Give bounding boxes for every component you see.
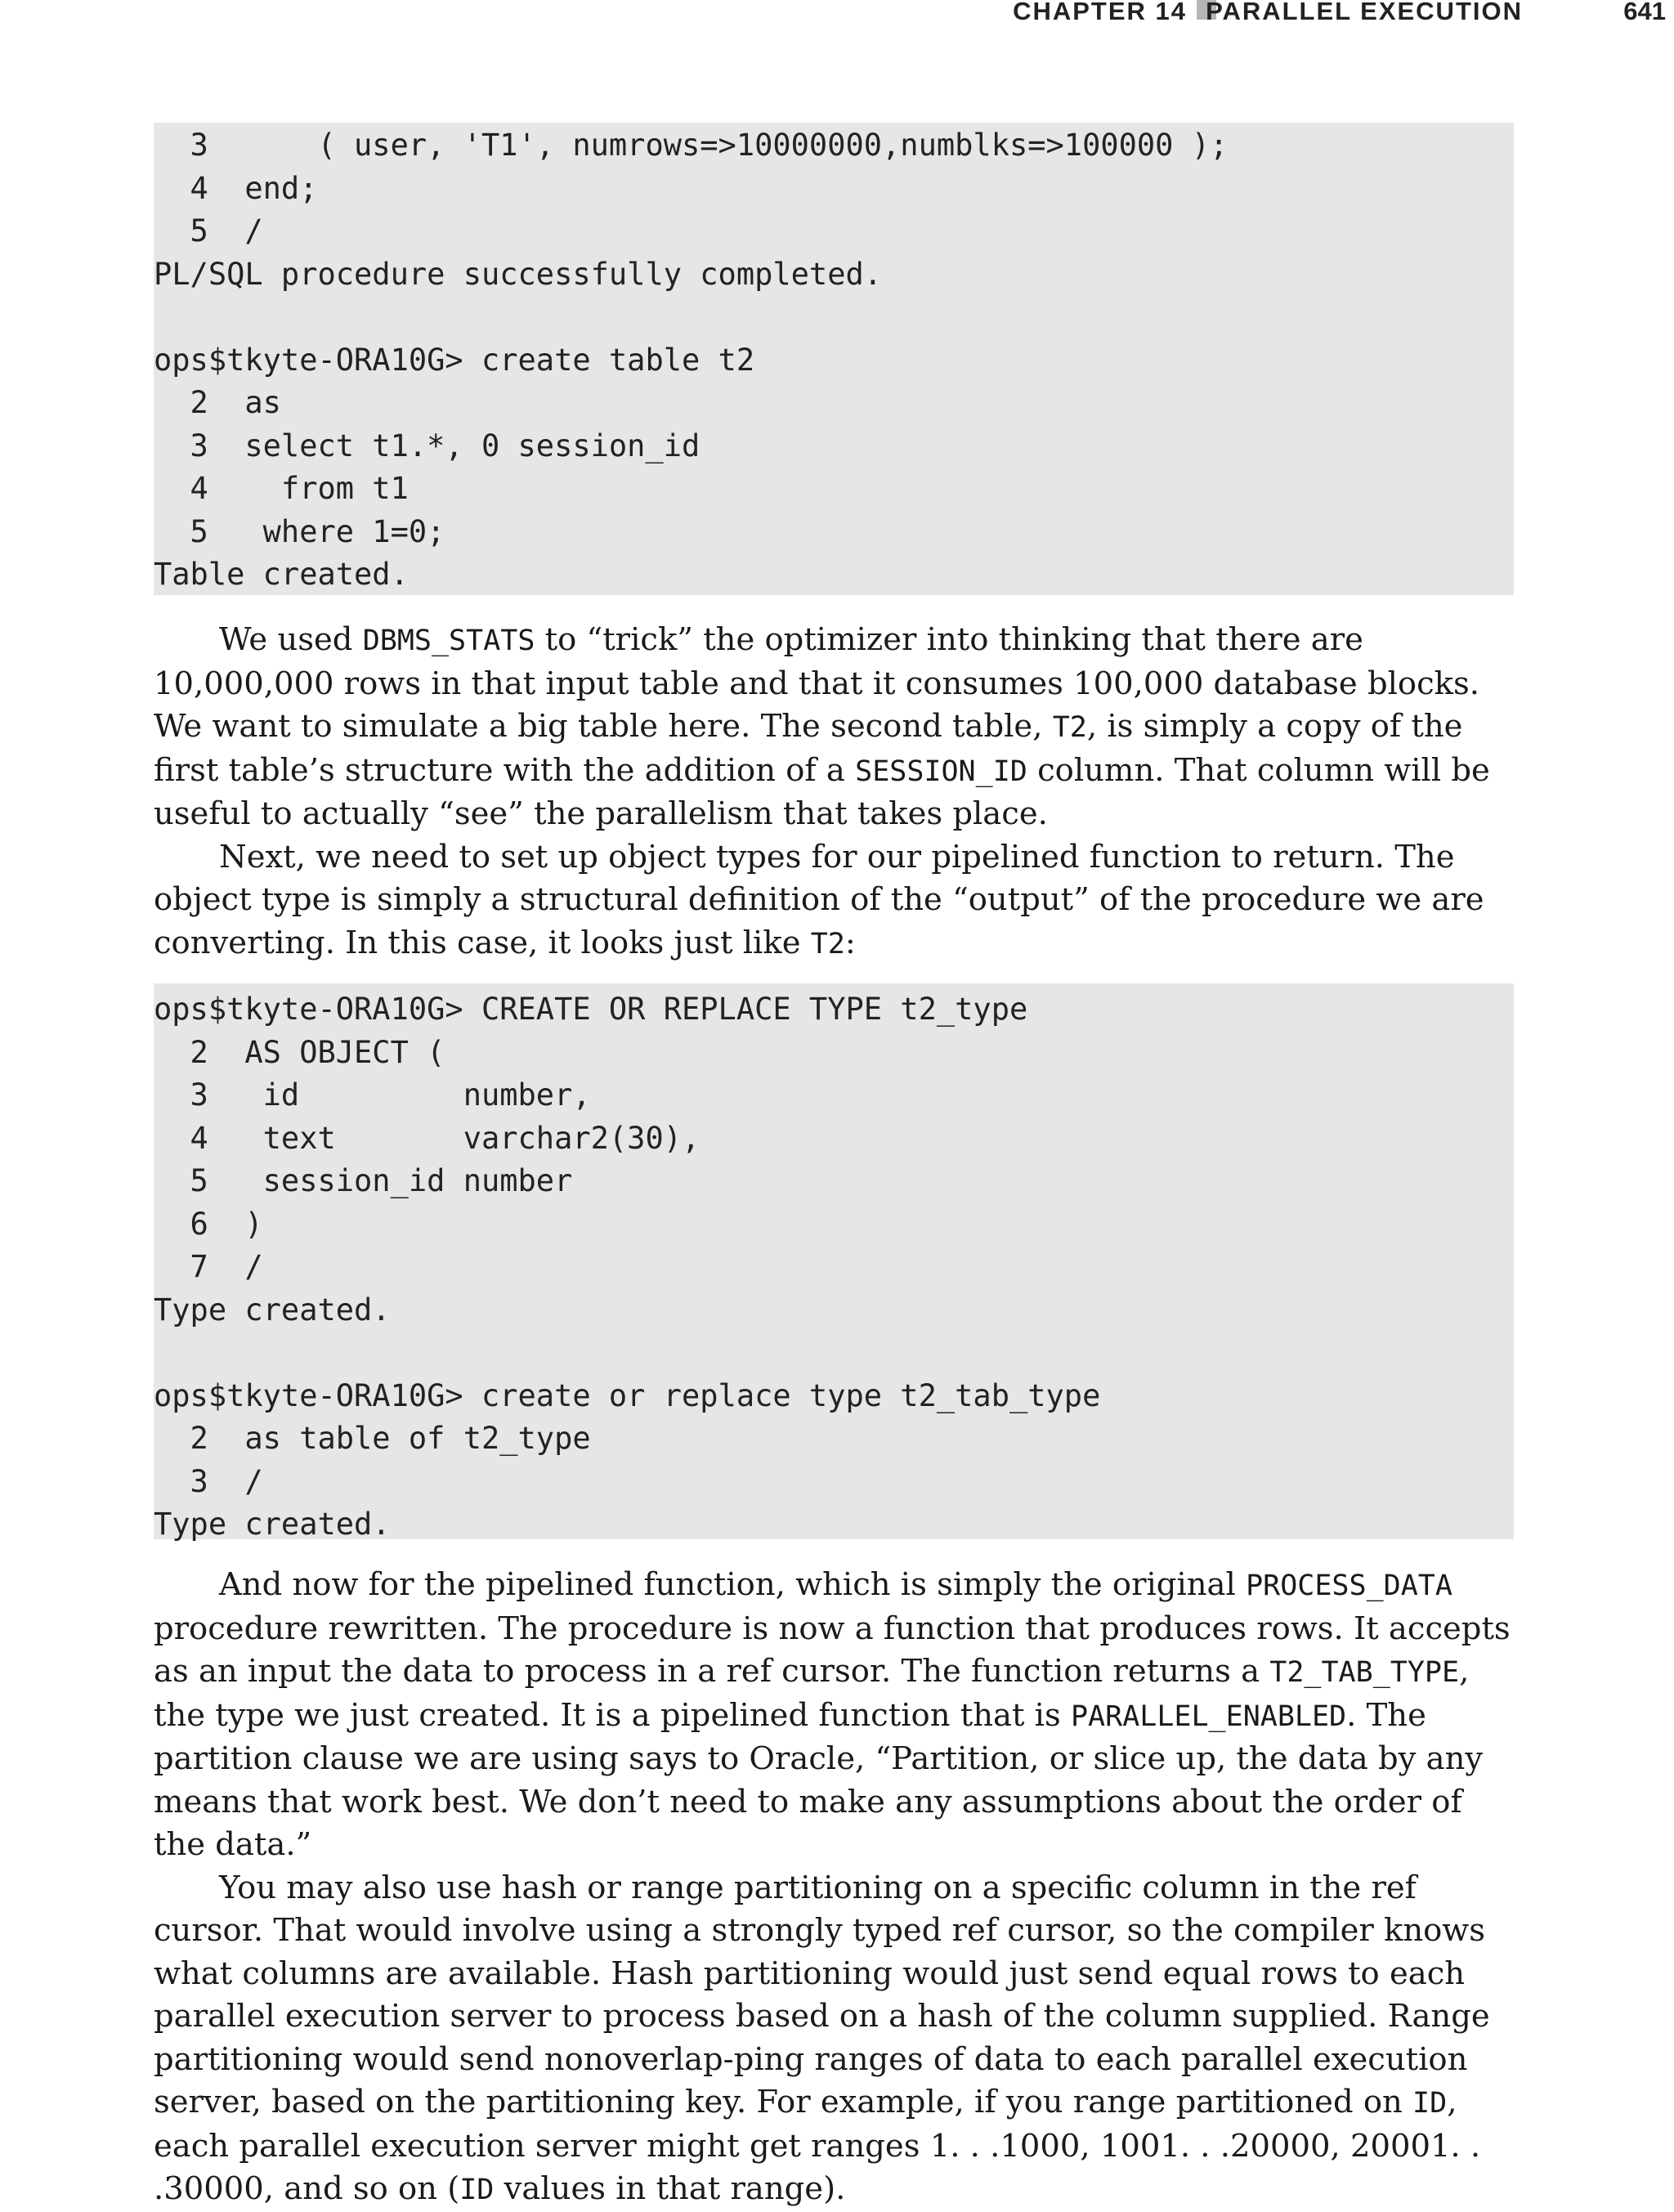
inline-code: PARALLEL_ENABLED (1070, 1699, 1347, 1733)
code-line (154, 1332, 1514, 1375)
code-line: 4 from t1 (154, 471, 409, 506)
inline-code: DBMS_STATS (362, 625, 535, 657)
inline-code: T2 (810, 927, 845, 960)
text-run: , each parallel execution server might get ranges 1. . .1000, 1001. . .20000, 20001. . .30000, and so on ( (154, 2084, 1481, 2207)
code-line: 5 session_id number (154, 1163, 573, 1198)
paragraph (154, 836, 1520, 966)
body-text-2 (154, 1564, 1520, 2212)
code-line: 3 select t1.*, 0 session_id (154, 428, 700, 463)
text-run: to “trick” the optimizer into thinking that there are 10,000,000 rows in that input table and that it consumes 100,000 database blocks. We want to simulate a big table here. The second table, (154, 621, 1479, 745)
text-run: : (844, 924, 856, 961)
text-run: procedure rewritten. The procedure is now a function that produces rows. It accepts as an input the data to process in a ref cursor. The function returns a (154, 1610, 1511, 1690)
inline-code: SESSION_ID (855, 754, 1027, 788)
inline-code: T2 (1052, 711, 1087, 744)
paragraph (154, 1564, 1520, 1867)
code-line: 3 / (154, 1463, 263, 1499)
code-line: 5 / (154, 213, 263, 249)
code-line: ops$tkyte-ORA10G> create or replace type t2_tab_type (154, 1377, 1101, 1413)
code-line: 4 end; (154, 170, 318, 206)
text-run: We used (219, 621, 363, 658)
code-listing-2 (154, 983, 1514, 1542)
code-line: 3 ( user, 'T1', numrows=>10000000,numblks=>100000 ); (154, 128, 1229, 163)
page-number: 641 (1623, 0, 1666, 25)
inline-code: PROCESS_DATA (1246, 1569, 1452, 1602)
code-line: 2 AS OBJECT ( (154, 1034, 445, 1070)
code-line: 7 / (154, 1249, 263, 1284)
chapter-label: CHAPTER 14 (1013, 0, 1187, 25)
inline-code: T2_TAB_TYPE (1269, 1656, 1460, 1689)
code-line: 2 as (154, 385, 281, 420)
code-line: ops$tkyte-ORA10G> create table t2 (154, 342, 755, 378)
running-head (0, 0, 1674, 29)
inline-code: ID (459, 2174, 495, 2206)
code-line: Type created. (154, 1292, 391, 1328)
text-run: . The partition clause we are using says to Oracle, “Partition, or slice up, the data by any means that work best. We don’t need to make any assumptions about the order of the data.” (154, 1696, 1484, 1863)
code-line: PL/SQL procedure successfully completed. (154, 256, 883, 292)
text-run: column. That column will be useful to actually “see” the parallelism that takes place. (154, 751, 1490, 832)
code-line: 6 ) (154, 1206, 263, 1242)
text-run: values in that range). (494, 2170, 846, 2207)
code-line: Type created. (154, 1507, 391, 1542)
text-run: Next, we need to set up object types for our pipelined function to return. The object type is simply a structural definition of the “output” of the procedure we are converting. In this case, it looks just like (154, 838, 1484, 961)
code-line: 3 id number, (154, 1077, 591, 1113)
paragraph (154, 1867, 1520, 2212)
text-run: And now for the pipelined function, which is simply the original (219, 1566, 1247, 1603)
code-line: Table created. (154, 557, 409, 592)
chapter-title: PARALLEL EXECUTION (1206, 0, 1523, 25)
code-line (154, 296, 1514, 339)
code-line: 5 where 1=0; (154, 513, 445, 549)
code-line: ops$tkyte-ORA10G> CREATE OR REPLACE TYPE t2_type (154, 992, 1028, 1027)
text-run: You may also use hash or range partitioning on a specific column in the ref cursor. That would involve using a strongly typed ref cursor, so the compiler knows what columns are available. Hash partitioning would just send equal rows to each parallel execution server to process based on a hash of the column supplied. Range partitioning would send nonoverlap-ping ranges of data to each parallel execution server, based on the partitioning key. For example, if you range partitioned on (154, 1869, 1490, 2120)
code-listing-1 (154, 123, 1514, 595)
code-line: 4 text varchar2(30), (154, 1120, 700, 1156)
paragraph (154, 619, 1520, 836)
body-text-1 (154, 619, 1520, 965)
text-run: , the type we just created. It is a pipelined function that is (154, 1653, 1470, 1734)
inline-code: ID (1412, 2087, 1448, 2120)
code-line: 2 as table of t2_type (154, 1421, 591, 1456)
text-run: , is simply a copy of the first table’s structure with the addition of a (154, 708, 1463, 789)
